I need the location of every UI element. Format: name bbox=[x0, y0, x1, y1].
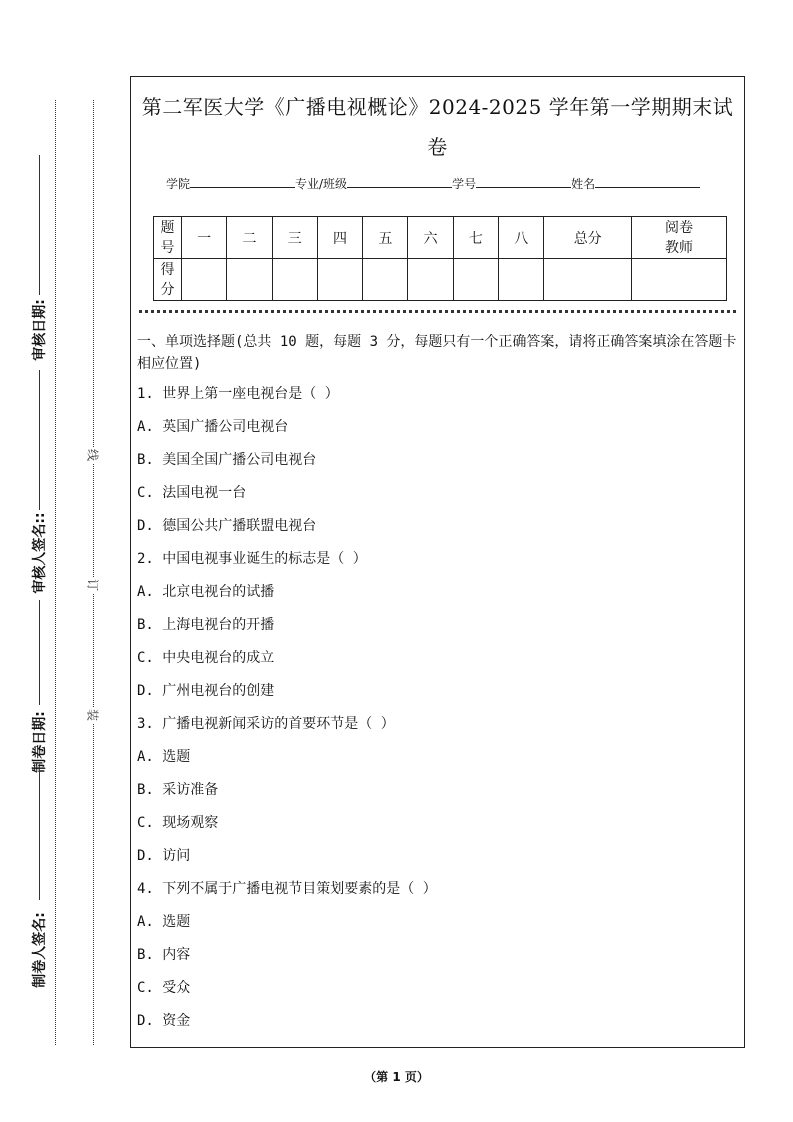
score-cell bbox=[544, 259, 632, 301]
col-header-4: 四 bbox=[317, 217, 362, 259]
dotted-separator bbox=[139, 310, 736, 313]
score-cell bbox=[453, 259, 498, 301]
maker-sign-line bbox=[39, 770, 40, 900]
binding-dotted-line-left bbox=[55, 100, 56, 1045]
option-c: C. 中央电视台的成立 bbox=[137, 650, 275, 666]
col-header-5: 五 bbox=[363, 217, 408, 259]
college-field[interactable] bbox=[190, 175, 295, 188]
page-number: （第 1 页） bbox=[364, 1070, 429, 1084]
score-cell bbox=[499, 259, 544, 301]
cut-mark-order: 订 bbox=[85, 578, 100, 592]
col-header-total: 总分 bbox=[544, 217, 632, 259]
option-b: B. 上海电视台的开播 bbox=[137, 617, 275, 633]
option-a: A. 北京电视台的试播 bbox=[137, 584, 275, 600]
exam-title-line2: 卷 bbox=[427, 135, 448, 159]
grader-header: 阅卷 教师 bbox=[632, 217, 727, 259]
col-header-6: 六 bbox=[408, 217, 453, 259]
major-field[interactable] bbox=[347, 175, 452, 188]
exam-title-line1: 第二军医大学《广播电视概论》2024-2025 学年第一学期期末试 bbox=[141, 95, 734, 119]
option-b: B. 采访准备 bbox=[137, 782, 219, 798]
option-a: A. 选题 bbox=[137, 914, 191, 930]
col-header-1: 一 bbox=[182, 217, 227, 259]
binding-dotted-line-right bbox=[93, 100, 94, 1045]
score-table-score-row bbox=[154, 259, 727, 301]
option-d: D. 访问 bbox=[137, 848, 191, 864]
name-field[interactable] bbox=[595, 175, 700, 188]
col-header-8: 八 bbox=[499, 217, 544, 259]
reviewer-sign-line bbox=[39, 370, 40, 510]
option-a: A. 选题 bbox=[137, 749, 191, 765]
maker-date-line bbox=[39, 600, 40, 705]
score-table-header-row bbox=[154, 217, 727, 259]
score-header: 得 分 bbox=[154, 259, 182, 301]
question-number-header: 题 号 bbox=[154, 217, 182, 259]
score-table bbox=[153, 216, 727, 301]
option-d: D. 资金 bbox=[137, 1013, 191, 1029]
col-header-2: 二 bbox=[227, 217, 272, 259]
cut-mark-line: 线 bbox=[85, 448, 100, 462]
option-d: D. 德国公共广播联盟电视台 bbox=[137, 518, 317, 534]
option-b: B. 美国全国广播公司电视台 bbox=[137, 452, 317, 468]
question-stem: 3. 广播电视新闻采访的首要环节是（ ） bbox=[137, 716, 395, 732]
reviewer-date-label: 审核日期: bbox=[32, 299, 48, 361]
score-cell bbox=[632, 259, 727, 301]
student-id-label: 学号 bbox=[452, 177, 477, 191]
option-c: C. 现场观察 bbox=[137, 815, 219, 831]
col-header-7: 七 bbox=[453, 217, 498, 259]
reviewer-sign-label: 审核人签名:: bbox=[32, 512, 48, 594]
score-cell bbox=[317, 259, 362, 301]
maker-date-label: 制卷日期: bbox=[32, 711, 48, 773]
col-header-3: 三 bbox=[272, 217, 317, 259]
exam-page bbox=[130, 76, 745, 1048]
maker-sign-label: 制卷人签名: bbox=[32, 912, 48, 988]
option-a: A. 英国广播公司电视台 bbox=[137, 419, 289, 435]
student-info-row bbox=[166, 175, 700, 192]
question-stem: 1. 世界上第一座电视台是（ ） bbox=[137, 386, 339, 402]
score-cell bbox=[182, 259, 227, 301]
question-stem: 2. 中国电视事业诞生的标志是（ ） bbox=[137, 551, 367, 567]
score-cell bbox=[227, 259, 272, 301]
college-label: 学院 bbox=[166, 177, 191, 191]
option-c: C. 受众 bbox=[137, 980, 191, 996]
score-cell bbox=[408, 259, 453, 301]
option-b: B. 内容 bbox=[137, 947, 191, 963]
option-c: C. 法国电视一台 bbox=[137, 485, 247, 501]
reviewer-date-line bbox=[39, 155, 40, 295]
cut-mark-bind: 装 bbox=[85, 708, 100, 722]
section-instruction: 一、单项选择题(总共 10 题，每题 3 分，每题只有一个正确答案，请将正确答案填涂在答题卡相应位置) bbox=[137, 334, 737, 372]
question-stem: 4. 下列不属于广播电视节目策划要素的是（ ） bbox=[137, 881, 437, 897]
option-d: D. 广州电视台的创建 bbox=[137, 683, 275, 699]
major-label: 专业/班级 bbox=[295, 177, 348, 191]
name-label: 姓名 bbox=[571, 177, 596, 191]
question-section bbox=[137, 331, 737, 1044]
score-cell bbox=[363, 259, 408, 301]
student-id-field[interactable] bbox=[476, 175, 571, 188]
score-cell bbox=[272, 259, 317, 301]
